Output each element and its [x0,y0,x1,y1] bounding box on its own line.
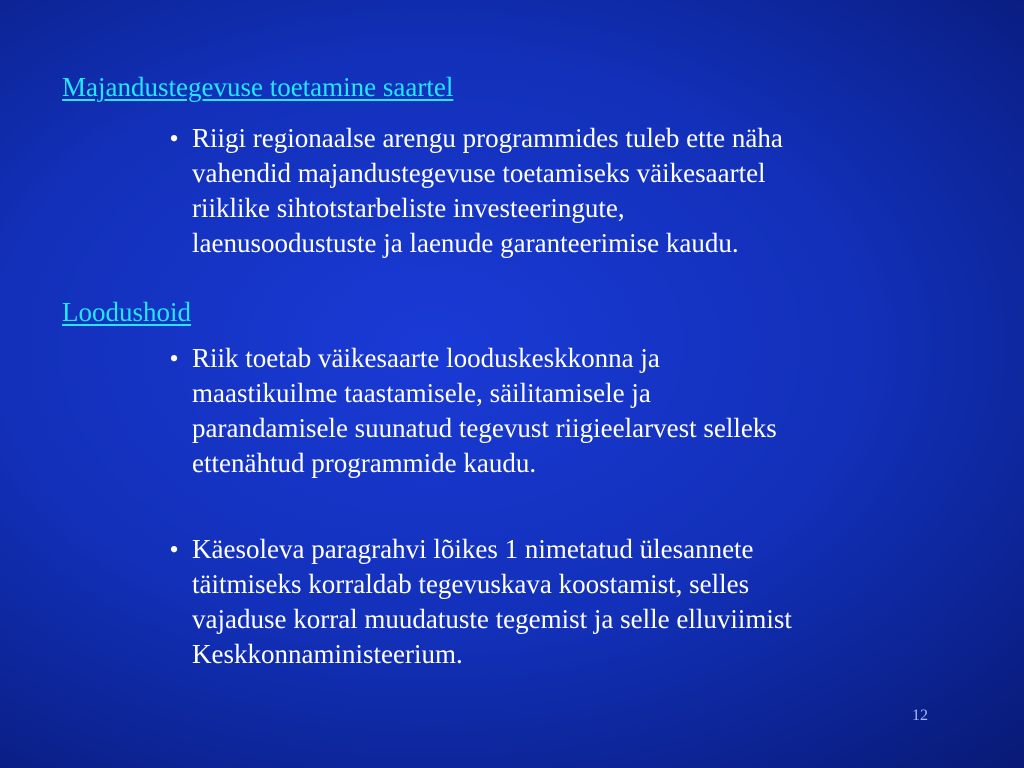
section-heading-business-support: Majandustegevuse toetamine saartel [62,72,454,102]
bullet-line: parandamisele suunatud tegevust riigieelarvest selleks [192,413,777,443]
bullet-line: ettenähtud programmide kaudu. [192,448,537,478]
bullet-line: Riik toetab väikesaarte looduskeskkonna ja [192,343,660,373]
bullet-line: vahendid majandustegevuse toetamiseks väikesaartel [192,158,766,188]
bullet-line: Riigi regionaalse arengu programmides tuleb ette näha [192,123,783,153]
bullet-dot-icon: • [169,535,179,564]
bullet-line: laenusoodustuste ja laenude garanteerimise kaudu. [192,228,739,258]
bullet-line: Keskkonnaministeerium. [192,639,463,669]
page-number: 12 [912,707,928,724]
bullet-text [192,341,777,481]
bullet-text [192,121,783,261]
bullet-item [168,121,958,261]
bullet-dot-icon: • [169,344,179,373]
bullet-line: täitmiseks korraldab tegevuskava koostamist, selles [192,569,750,599]
bullet-item [168,532,958,672]
bullet-line: riiklike sihtotstarbeliste investeeringute, [192,193,625,223]
bullet-item [168,341,958,481]
bullet-line: Käesoleva paragrahvi lõikes 1 nimetatud ülesannete [192,534,754,564]
bullet-line: maastikuilme taastamisele, säilitamisele ja [192,378,651,408]
bullet-text [192,532,792,672]
bullet-line: vajaduse korral muudatuste tegemist ja selle elluviimist [192,604,792,634]
bullet-dot-icon: • [169,124,179,153]
section-heading-nature-protection: Loodushoid [62,297,192,327]
